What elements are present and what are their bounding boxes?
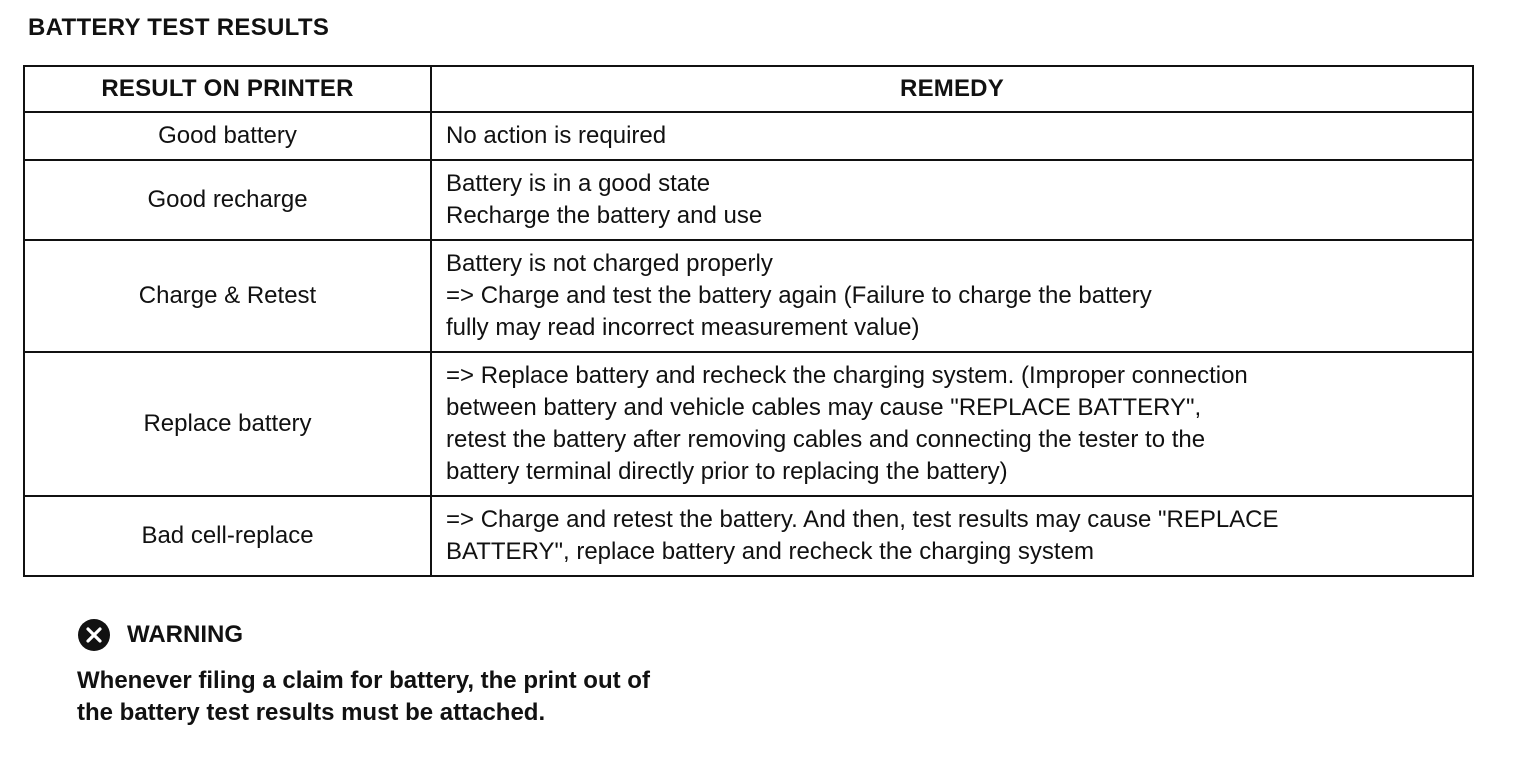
result-cell: Bad cell-replace — [24, 496, 431, 576]
remedy-line: No action is required — [446, 122, 667, 149]
table-header-row — [24, 66, 1473, 112]
remedy-line: => Charge and retest the battery. And then, test results may cause "REPLACE — [446, 506, 1279, 533]
column-header-result: RESULT ON PRINTER — [24, 66, 431, 112]
warning-line: the battery test results must be attached. — [77, 699, 546, 726]
remedy-line: BATTERY", replace battery and recheck the charging system — [446, 538, 1094, 565]
table-row — [24, 352, 1473, 496]
table-row — [24, 160, 1473, 240]
remedy-cell — [431, 496, 1473, 576]
warning-notice — [77, 618, 977, 729]
warning-label: WARNING — [127, 621, 243, 648]
remedy-line: => Charge and test the battery again (Failure to charge the battery — [446, 282, 1152, 309]
remedy-line: Battery is not charged properly — [446, 250, 773, 277]
remedy-line: => Replace battery and recheck the charging system. (Improper connection — [446, 362, 1248, 389]
page-title: BATTERY TEST RESULTS — [28, 14, 330, 41]
battery-test-results-table — [23, 65, 1474, 577]
remedy-cell — [431, 160, 1473, 240]
warning-header — [77, 618, 977, 652]
result-cell: Good battery — [24, 112, 431, 160]
table-row — [24, 496, 1473, 576]
x-circle-icon — [77, 618, 111, 652]
result-cell: Charge & Retest — [24, 240, 431, 352]
remedy-cell — [431, 112, 1473, 160]
remedy-line: Recharge the battery and use — [446, 202, 763, 229]
table-row — [24, 240, 1473, 352]
remedy-line: between battery and vehicle cables may cause "REPLACE BATTERY", — [446, 394, 1202, 421]
result-cell: Good recharge — [24, 160, 431, 240]
remedy-line: Battery is in a good state — [446, 170, 711, 197]
warning-line: Whenever filing a claim for battery, the print out of — [77, 667, 650, 694]
remedy-line: fully may read incorrect measurement value) — [446, 314, 920, 341]
result-cell: Replace battery — [24, 352, 431, 496]
remedy-cell — [431, 240, 1473, 352]
warning-text — [77, 665, 977, 729]
remedy-line: retest the battery after removing cables and connecting the tester to the — [446, 426, 1206, 453]
remedy-cell — [431, 352, 1473, 496]
remedy-line: battery terminal directly prior to replacing the battery) — [446, 458, 1008, 485]
column-header-remedy: REMEDY — [431, 66, 1473, 112]
table-row — [24, 112, 1473, 160]
